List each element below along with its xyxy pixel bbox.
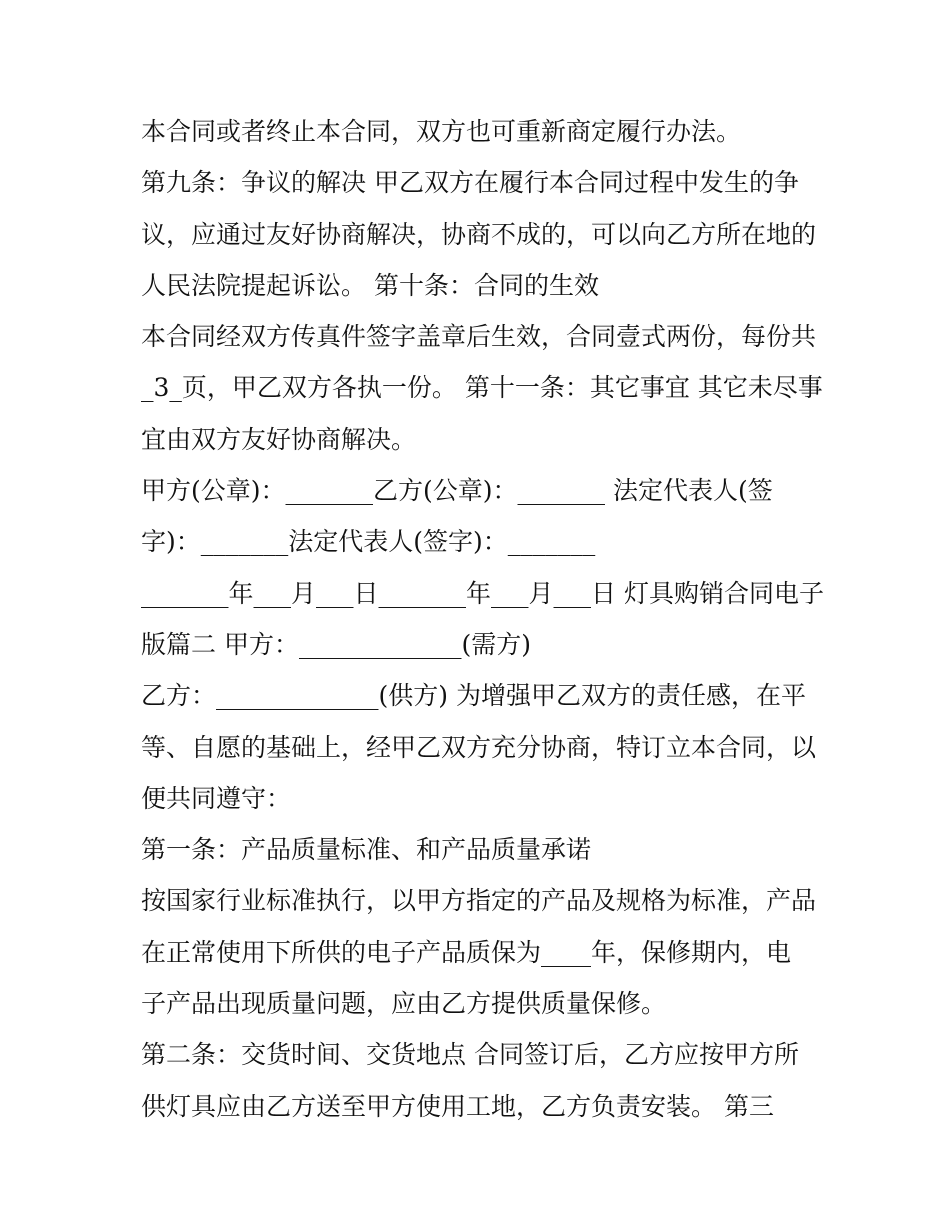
text-line: 议，应通过友好协商解决，协商不成的，可以向乙方所在地的 bbox=[141, 219, 817, 249]
text-line: 等、自愿的基础上，经甲乙双方充分协商，特订立本合同，以 bbox=[141, 732, 817, 762]
text-line: 第一条：产品质量标准、和产品质量承诺 bbox=[141, 835, 592, 865]
text-line: 版篇二 甲方：_____________(需方) bbox=[141, 629, 531, 659]
text-line: 人民法院提起诉讼。 第十条：合同的生效 bbox=[141, 270, 599, 300]
text-line: _3_页，甲乙双方各执一份。 第十一条：其它事宜 其它未尽事 bbox=[141, 373, 823, 403]
document-body bbox=[141, 106, 824, 1132]
text-line: 第九条：争议的解决 甲乙双方在履行本合同过程中发生的争 bbox=[141, 168, 799, 198]
text-line: 便共同遵守： bbox=[141, 783, 292, 813]
text-line: 供灯具应由乙方送至甲方使用工地，乙方负责安装。 第三 bbox=[141, 1091, 774, 1121]
text-line: 乙方：_____________(供方) 为增强甲乙双方的责任感，在平 bbox=[141, 681, 806, 711]
text-line: 甲方(公章)：_______乙方(公章)：_______ 法定代表人(签 bbox=[141, 476, 773, 506]
text-line: 子产品出现质量问题，应由乙方提供质量保修。 bbox=[141, 989, 667, 1019]
text-line: 本合同或者终止本合同，双方也可重新商定履行办法。 bbox=[141, 117, 742, 146]
text-line: 在正常使用下所供的电子产品质保为____年，保修期内，电 bbox=[141, 937, 792, 967]
text-line: 本合同经双方传真件签字盖章后生效，合同壹式两份，每份共 bbox=[141, 322, 817, 352]
text-line: 宜由双方友好协商解决。 bbox=[141, 424, 417, 454]
text-line: 按国家行业标准执行，以甲方指定的产品及规格为标准，产品 bbox=[141, 886, 817, 916]
text-line: _______年___月___日_______年___月___日 灯具购销合同电子 bbox=[141, 578, 824, 608]
text-line: 字)：_______法定代表人(签字)：_______ bbox=[141, 527, 596, 557]
text-line: 第二条：交货时间、交货地点 合同签订后，乙方应按甲方所 bbox=[141, 1040, 799, 1070]
